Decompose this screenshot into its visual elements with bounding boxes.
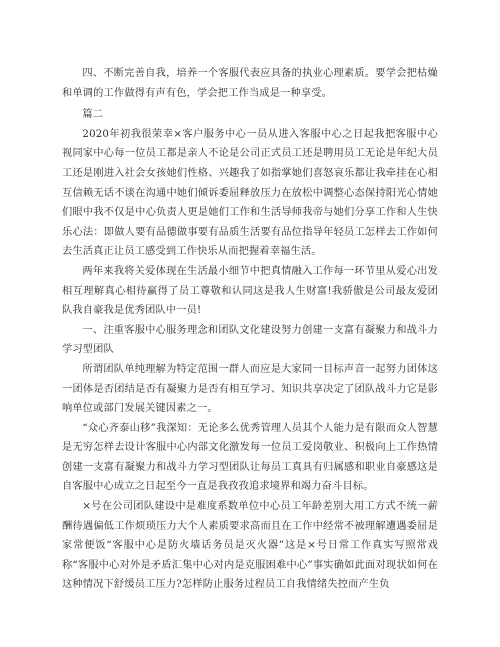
section-subheading: 一、注重客服中心服务理念和团队文化建设努力创建一支富有凝聚力和战斗力学习型团队 — [62, 324, 438, 356]
body-paragraph: 两年来我将关爱体现在生活最小细节中把真情融入工作每一环节里从爱心出发相互理解真心相待赢得了员工尊敬和认同这是我人生财富!我骄傲是公司最友爱团队我自豪我是优秀团队中一员! — [62, 265, 438, 317]
body-paragraph: 四、不断完善自我，培养一个客服代表应具备的执业心理素质。要学会把枯燥和单调的工作做得有声有色，学会把工作当成是一种享受。 — [62, 68, 438, 99]
body-paragraph: “众心齐泰山移”我深知：无论多么优秀管理人员其个人能力是有限而众人智慧是无穷怎样去设计客服中心内部文化激发每一位员工爱岗敬业、积极向上工作热情创建一支富有凝聚力和战斗力学习型团队让每员工真具有归属感和职业自豪感这是自客服中心成立之日起至今一直是我孜孜追求境界和竭力奋斗目标。 — [62, 422, 438, 493]
body-paragraph: ×号在公司团队建设中是难度系数单位中心员工年龄差别大用工方式不统一薪酬待遇偏低工作烦琐压力大个人素质要求高而且在工作中经常不被理解遭遇委屈是家常便饭“客服中心是防火墙话务员是灭火器”这是×号日常工作真实写照常戏称“客服中心对外是矛盾汇集中心对内是克服困难中心”事实确如此面对现状如何在这种情况下舒缓员工压力?怎样防止服务过程员工自我情绪失控而产生负 — [62, 501, 438, 591]
body-paragraph: 2020年初我很荣幸×客户服务中心一员从进入客服中心之日起我把客服中心视同家中心每一位员工都是亲人不论是公司正式员工还是聘用员工无论是年纪大员工还是刚进入社会女孩她们性格、兴趣我了如指掌她们喜怒哀乐都让我牵挂在心相互信赖无话不谈在沟通中她们倾诉委屈释放压力在放松中调整心态保持阳光心情她们眼中我不仅是中心负责人更是她们工作和生活导师我帝与她们分享工作和人生快乐心法：即做人要有品德做事要有品质生活要有品位指导年轻员工怎样去工作如何去生活真正让员工感受到工作快乐从而把握着幸福生活。 — [62, 128, 438, 258]
section-heading: 篇二 — [82, 109, 104, 121]
body-paragraph: 所谓团队单纯理解为特定范围一群人而应是大家同一目标声音一起努力团体这一团体是否团结是否有凝聚力是否有相互学习、知识共享决定了团队战斗力它是影响单位或部门发展关键因素之一。 — [62, 363, 438, 415]
